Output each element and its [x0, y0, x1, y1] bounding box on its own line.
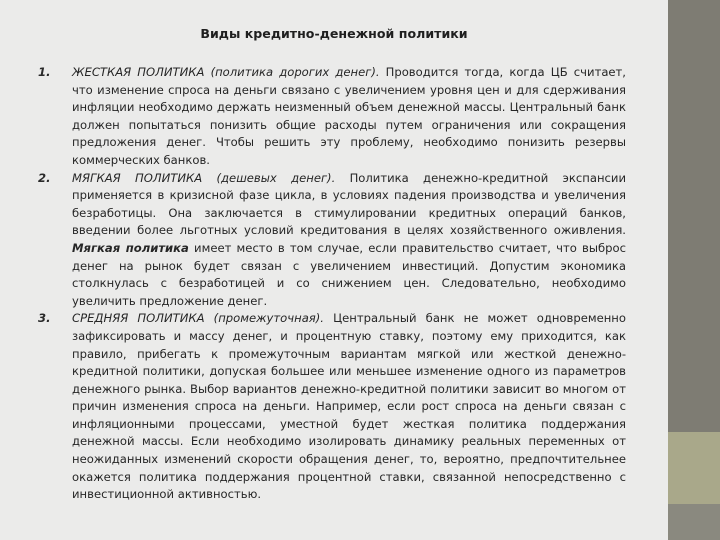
- item-heading: СРЕДНЯЯ ПОЛИТИКА (промежуточная).: [72, 311, 324, 326]
- item-text: [72, 170, 626, 311]
- item-text: [72, 310, 626, 504]
- item-body: Политика денежно-кредитной экспансии применяется в кризисной фазе цикла, в условиях падения производства и увеличения безработицы. Она заключается в стимулировании кредитных операций банков, введении более льготных условий кредитования в целях хозяйственного оживления.: [72, 170, 626, 238]
- item-number: 2.: [38, 170, 51, 185]
- item-emphasis: Мягкая политика: [72, 240, 189, 255]
- item-text: [72, 64, 626, 170]
- item-body: Центральный банк не может одновременно зафиксировать и массу денег, и процентную ставку, поэтому ему приходится, как правило, прибегать к промежуточным вариантам мягкой или жесткой денежно-кредитной политики, допуская большее или меньшее изменение одного из параметров денежного рынка. Выбор вариантов денежно-кредитной политики зависит во многом от причин изменения спроса на деньги. Например, если рост спроса на деньги связан с инфляционными процессами, уместной будет жесткая политика поддержания денежной массы. Если необходимо изолировать динамику реальных переменных от неожиданных изменений скорости обращения денег, то, вероятно, предпочтительнее окажется политика поддержания процентной ставки, связанной непосредственно с инвестиционной активностью.: [72, 311, 626, 502]
- item-body-continued: имеет место в том случае, если правительство считает, что выброс денег на рынок будет связан с увеличением инвестиций. Допустим экономика столкнулась с безработицей и со снижением цен. Следовательно, необходимо увеличить предложение денег.: [72, 240, 626, 308]
- item-heading: ЖЕСТКАЯ ПОЛИТИКА (политика дорогих денег).: [72, 65, 380, 79]
- list-item: [38, 170, 626, 311]
- page-title: Виды кредитно-денежной политики: [200, 26, 468, 41]
- item-number: 3.: [38, 311, 51, 326]
- policy-list: [38, 64, 626, 504]
- item-heading: МЯГКАЯ ПОЛИТИКА (дешевых денег).: [72, 170, 336, 185]
- decorative-sidebar-bottom: [668, 504, 720, 540]
- list-item: [38, 310, 626, 504]
- item-body: Проводится тогда, когда ЦБ считает, что изменение спроса на деньги связано с увеличением уровня цен и для сдерживания инфляции необходимо держать неизменный объем денежной массы. Центральный банк должен попытаться понизить общие расходы путем ограничения или сокращения предложения денег. Чтобы решить эту проблему, необходимо понизить резервы коммерческих банков.: [72, 65, 626, 167]
- decorative-sidebar-band: [668, 432, 720, 504]
- list-item: [38, 64, 626, 170]
- item-number: 1.: [38, 65, 51, 79]
